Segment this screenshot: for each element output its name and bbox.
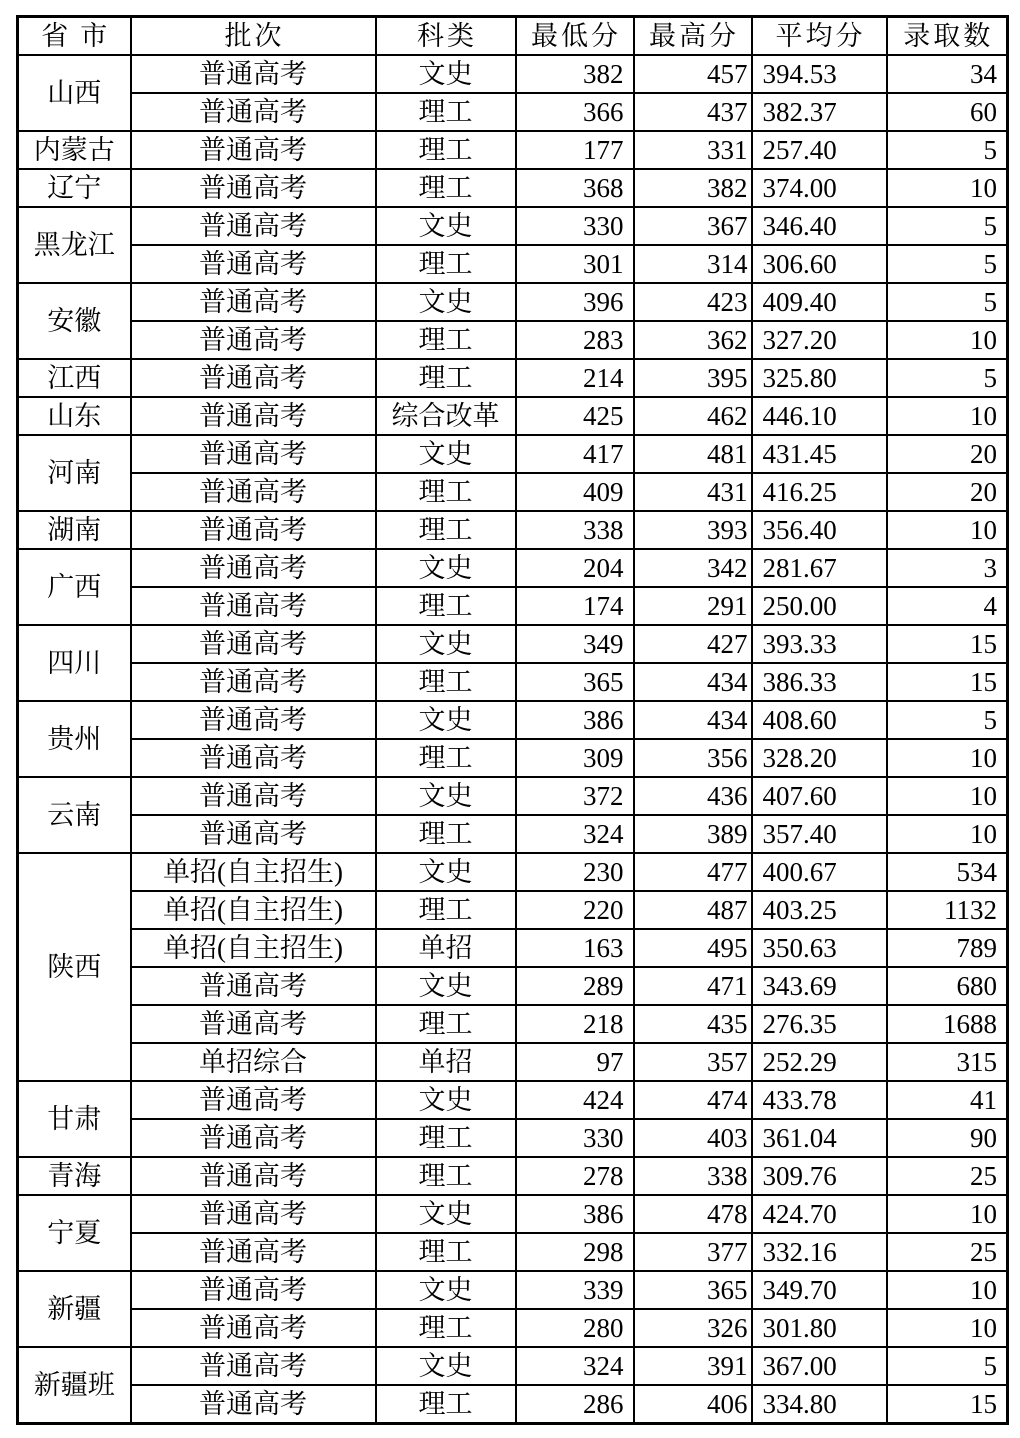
cell-batch: 普通高考 bbox=[131, 1347, 376, 1385]
col-header-max-score: 最高分 bbox=[634, 17, 752, 56]
cell-avg-score: 325.80 bbox=[752, 359, 887, 397]
cell-min-score: 289 bbox=[516, 967, 634, 1005]
cell-max-score: 487 bbox=[634, 891, 752, 929]
cell-max-score: 478 bbox=[634, 1195, 752, 1233]
cell-province: 云南 bbox=[18, 777, 131, 853]
cell-category: 文史 bbox=[376, 777, 516, 815]
cell-admit-count: 41 bbox=[887, 1081, 1008, 1119]
cell-batch: 普通高考 bbox=[131, 245, 376, 283]
table-row bbox=[18, 1043, 1008, 1081]
cell-avg-score: 446.10 bbox=[752, 397, 887, 435]
cell-category: 文史 bbox=[376, 549, 516, 587]
cell-max-score: 342 bbox=[634, 549, 752, 587]
cell-category: 理工 bbox=[376, 1005, 516, 1043]
cell-avg-score: 408.60 bbox=[752, 701, 887, 739]
cell-max-score: 403 bbox=[634, 1119, 752, 1157]
cell-min-score: 409 bbox=[516, 473, 634, 511]
cell-max-score: 331 bbox=[634, 131, 752, 169]
col-header-admit-count: 录取数 bbox=[887, 17, 1008, 56]
cell-category: 理工 bbox=[376, 891, 516, 929]
cell-province: 山东 bbox=[18, 397, 131, 435]
cell-province: 河南 bbox=[18, 435, 131, 511]
cell-batch: 普通高考 bbox=[131, 549, 376, 587]
cell-category: 理工 bbox=[376, 93, 516, 131]
cell-min-score: 324 bbox=[516, 1347, 634, 1385]
cell-category: 理工 bbox=[376, 739, 516, 777]
cell-max-score: 391 bbox=[634, 1347, 752, 1385]
cell-category: 理工 bbox=[376, 511, 516, 549]
table-row bbox=[18, 1271, 1008, 1309]
cell-avg-score: 357.40 bbox=[752, 815, 887, 853]
cell-min-score: 338 bbox=[516, 511, 634, 549]
cell-province: 新疆班 bbox=[18, 1347, 131, 1424]
cell-batch: 普通高考 bbox=[131, 739, 376, 777]
cell-admit-count: 20 bbox=[887, 435, 1008, 473]
cell-avg-score: 356.40 bbox=[752, 511, 887, 549]
cell-batch: 普通高考 bbox=[131, 1081, 376, 1119]
cell-avg-score: 433.78 bbox=[752, 1081, 887, 1119]
cell-admit-count: 15 bbox=[887, 625, 1008, 663]
table-row bbox=[18, 283, 1008, 321]
col-header-province: 省市 bbox=[18, 17, 131, 56]
cell-min-score: 163 bbox=[516, 929, 634, 967]
cell-batch: 普通高考 bbox=[131, 663, 376, 701]
cell-admit-count: 10 bbox=[887, 321, 1008, 359]
cell-category: 文史 bbox=[376, 1271, 516, 1309]
cell-max-score: 495 bbox=[634, 929, 752, 967]
cell-batch: 普通高考 bbox=[131, 1271, 376, 1309]
cell-avg-score: 403.25 bbox=[752, 891, 887, 929]
cell-avg-score: 281.67 bbox=[752, 549, 887, 587]
table-row bbox=[18, 549, 1008, 587]
cell-max-score: 474 bbox=[634, 1081, 752, 1119]
cell-province: 山西 bbox=[18, 55, 131, 131]
cell-min-score: 309 bbox=[516, 739, 634, 777]
cell-province: 四川 bbox=[18, 625, 131, 701]
cell-max-score: 434 bbox=[634, 701, 752, 739]
cell-max-score: 437 bbox=[634, 93, 752, 131]
table-row bbox=[18, 891, 1008, 929]
cell-avg-score: 332.16 bbox=[752, 1233, 887, 1271]
cell-max-score: 481 bbox=[634, 435, 752, 473]
cell-avg-score: 424.70 bbox=[752, 1195, 887, 1233]
cell-avg-score: 393.33 bbox=[752, 625, 887, 663]
cell-batch: 普通高考 bbox=[131, 1119, 376, 1157]
table-row bbox=[18, 815, 1008, 853]
cell-category: 文史 bbox=[376, 625, 516, 663]
cell-category: 理工 bbox=[376, 1233, 516, 1271]
cell-admit-count: 5 bbox=[887, 131, 1008, 169]
cell-category: 文史 bbox=[376, 1081, 516, 1119]
cell-province: 宁夏 bbox=[18, 1195, 131, 1271]
cell-category: 文史 bbox=[376, 1347, 516, 1385]
cell-batch: 普通高考 bbox=[131, 131, 376, 169]
cell-category: 理工 bbox=[376, 1385, 516, 1424]
cell-admit-count: 10 bbox=[887, 511, 1008, 549]
cell-category: 理工 bbox=[376, 169, 516, 207]
cell-max-score: 326 bbox=[634, 1309, 752, 1347]
cell-max-score: 406 bbox=[634, 1385, 752, 1424]
table-row bbox=[18, 1347, 1008, 1385]
col-header-batch: 批次 bbox=[131, 17, 376, 56]
cell-category: 理工 bbox=[376, 473, 516, 511]
cell-batch: 普通高考 bbox=[131, 169, 376, 207]
cell-avg-score: 252.29 bbox=[752, 1043, 887, 1081]
cell-batch: 普通高考 bbox=[131, 1309, 376, 1347]
table-row bbox=[18, 929, 1008, 967]
cell-admit-count: 10 bbox=[887, 739, 1008, 777]
table-row bbox=[18, 1233, 1008, 1271]
cell-min-score: 366 bbox=[516, 93, 634, 131]
cell-batch: 普通高考 bbox=[131, 967, 376, 1005]
cell-category: 理工 bbox=[376, 321, 516, 359]
cell-admit-count: 1132 bbox=[887, 891, 1008, 929]
cell-avg-score: 416.25 bbox=[752, 473, 887, 511]
cell-category: 综合改革 bbox=[376, 397, 516, 435]
cell-max-score: 367 bbox=[634, 207, 752, 245]
col-header-min-score: 最低分 bbox=[516, 17, 634, 56]
cell-avg-score: 306.60 bbox=[752, 245, 887, 283]
cell-batch: 普通高考 bbox=[131, 321, 376, 359]
cell-min-score: 177 bbox=[516, 131, 634, 169]
cell-avg-score: 328.20 bbox=[752, 739, 887, 777]
cell-admit-count: 10 bbox=[887, 815, 1008, 853]
table-row bbox=[18, 1081, 1008, 1119]
cell-min-score: 368 bbox=[516, 169, 634, 207]
cell-min-score: 283 bbox=[516, 321, 634, 359]
cell-category: 理工 bbox=[376, 359, 516, 397]
cell-province: 内蒙古 bbox=[18, 131, 131, 169]
cell-min-score: 349 bbox=[516, 625, 634, 663]
table-row bbox=[18, 739, 1008, 777]
cell-admit-count: 10 bbox=[887, 777, 1008, 815]
cell-province: 黑龙江 bbox=[18, 207, 131, 283]
table-header-row bbox=[18, 17, 1008, 56]
cell-avg-score: 327.20 bbox=[752, 321, 887, 359]
cell-category: 文史 bbox=[376, 207, 516, 245]
cell-max-score: 436 bbox=[634, 777, 752, 815]
cell-batch: 普通高考 bbox=[131, 397, 376, 435]
cell-avg-score: 257.40 bbox=[752, 131, 887, 169]
cell-max-score: 393 bbox=[634, 511, 752, 549]
cell-max-score: 427 bbox=[634, 625, 752, 663]
cell-min-score: 339 bbox=[516, 1271, 634, 1309]
table-row bbox=[18, 207, 1008, 245]
cell-batch: 普通高考 bbox=[131, 55, 376, 93]
cell-max-score: 377 bbox=[634, 1233, 752, 1271]
cell-admit-count: 680 bbox=[887, 967, 1008, 1005]
cell-avg-score: 400.67 bbox=[752, 853, 887, 891]
cell-min-score: 324 bbox=[516, 815, 634, 853]
cell-batch: 普通高考 bbox=[131, 777, 376, 815]
cell-max-score: 477 bbox=[634, 853, 752, 891]
cell-max-score: 382 bbox=[634, 169, 752, 207]
cell-min-score: 301 bbox=[516, 245, 634, 283]
cell-min-score: 204 bbox=[516, 549, 634, 587]
cell-province: 新疆 bbox=[18, 1271, 131, 1347]
cell-avg-score: 361.04 bbox=[752, 1119, 887, 1157]
cell-min-score: 396 bbox=[516, 283, 634, 321]
cell-province: 辽宁 bbox=[18, 169, 131, 207]
cell-category: 文史 bbox=[376, 1195, 516, 1233]
cell-min-score: 386 bbox=[516, 1195, 634, 1233]
cell-category: 文史 bbox=[376, 55, 516, 93]
cell-admit-count: 5 bbox=[887, 283, 1008, 321]
cell-province: 青海 bbox=[18, 1157, 131, 1195]
cell-avg-score: 367.00 bbox=[752, 1347, 887, 1385]
cell-max-score: 462 bbox=[634, 397, 752, 435]
table-row bbox=[18, 1157, 1008, 1195]
cell-batch: 单招(自主招生) bbox=[131, 891, 376, 929]
table-row bbox=[18, 777, 1008, 815]
cell-admit-count: 34 bbox=[887, 55, 1008, 93]
cell-avg-score: 350.63 bbox=[752, 929, 887, 967]
cell-min-score: 97 bbox=[516, 1043, 634, 1081]
cell-min-score: 286 bbox=[516, 1385, 634, 1424]
cell-min-score: 330 bbox=[516, 207, 634, 245]
table-row bbox=[18, 473, 1008, 511]
table-row bbox=[18, 1309, 1008, 1347]
table-row bbox=[18, 245, 1008, 283]
cell-max-score: 423 bbox=[634, 283, 752, 321]
cell-min-score: 425 bbox=[516, 397, 634, 435]
cell-batch: 普通高考 bbox=[131, 207, 376, 245]
table-row bbox=[18, 663, 1008, 701]
table-row bbox=[18, 93, 1008, 131]
table-row bbox=[18, 435, 1008, 473]
cell-admit-count: 1688 bbox=[887, 1005, 1008, 1043]
cell-province: 湖南 bbox=[18, 511, 131, 549]
cell-province: 江西 bbox=[18, 359, 131, 397]
cell-category: 理工 bbox=[376, 245, 516, 283]
cell-category: 文史 bbox=[376, 283, 516, 321]
cell-min-score: 278 bbox=[516, 1157, 634, 1195]
cell-max-score: 357 bbox=[634, 1043, 752, 1081]
cell-category: 理工 bbox=[376, 663, 516, 701]
cell-avg-score: 386.33 bbox=[752, 663, 887, 701]
table-row bbox=[18, 511, 1008, 549]
cell-batch: 普通高考 bbox=[131, 435, 376, 473]
cell-batch: 普通高考 bbox=[131, 625, 376, 663]
cell-max-score: 457 bbox=[634, 55, 752, 93]
cell-admit-count: 15 bbox=[887, 1385, 1008, 1424]
cell-batch: 普通高考 bbox=[131, 815, 376, 853]
cell-batch: 普通高考 bbox=[131, 1005, 376, 1043]
cell-avg-score: 343.69 bbox=[752, 967, 887, 1005]
table-row bbox=[18, 967, 1008, 1005]
cell-max-score: 431 bbox=[634, 473, 752, 511]
cell-admit-count: 5 bbox=[887, 701, 1008, 739]
table-row bbox=[18, 1195, 1008, 1233]
cell-batch: 普通高考 bbox=[131, 283, 376, 321]
cell-max-score: 471 bbox=[634, 967, 752, 1005]
cell-max-score: 389 bbox=[634, 815, 752, 853]
cell-batch: 单招(自主招生) bbox=[131, 929, 376, 967]
cell-min-score: 417 bbox=[516, 435, 634, 473]
cell-admit-count: 90 bbox=[887, 1119, 1008, 1157]
cell-avg-score: 374.00 bbox=[752, 169, 887, 207]
table-row bbox=[18, 321, 1008, 359]
table-row bbox=[18, 625, 1008, 663]
admission-score-table bbox=[16, 15, 1009, 1425]
table-row bbox=[18, 359, 1008, 397]
col-header-avg-score: 平均分 bbox=[752, 17, 887, 56]
cell-max-score: 362 bbox=[634, 321, 752, 359]
cell-admit-count: 25 bbox=[887, 1233, 1008, 1271]
cell-province: 贵州 bbox=[18, 701, 131, 777]
cell-min-score: 230 bbox=[516, 853, 634, 891]
table-row bbox=[18, 587, 1008, 625]
cell-avg-score: 382.37 bbox=[752, 93, 887, 131]
cell-batch: 普通高考 bbox=[131, 1157, 376, 1195]
cell-admit-count: 3 bbox=[887, 549, 1008, 587]
cell-max-score: 395 bbox=[634, 359, 752, 397]
cell-category: 理工 bbox=[376, 1157, 516, 1195]
cell-min-score: 365 bbox=[516, 663, 634, 701]
cell-batch: 单招(自主招生) bbox=[131, 853, 376, 891]
table-row bbox=[18, 169, 1008, 207]
table-row bbox=[18, 1119, 1008, 1157]
cell-min-score: 382 bbox=[516, 55, 634, 93]
cell-batch: 普通高考 bbox=[131, 511, 376, 549]
cell-admit-count: 10 bbox=[887, 397, 1008, 435]
cell-admit-count: 4 bbox=[887, 587, 1008, 625]
cell-avg-score: 407.60 bbox=[752, 777, 887, 815]
cell-batch: 普通高考 bbox=[131, 587, 376, 625]
cell-max-score: 435 bbox=[634, 1005, 752, 1043]
cell-min-score: 280 bbox=[516, 1309, 634, 1347]
cell-province: 安徽 bbox=[18, 283, 131, 359]
cell-batch: 单招综合 bbox=[131, 1043, 376, 1081]
cell-min-score: 220 bbox=[516, 891, 634, 929]
cell-category: 单招 bbox=[376, 1043, 516, 1081]
cell-min-score: 372 bbox=[516, 777, 634, 815]
cell-admit-count: 60 bbox=[887, 93, 1008, 131]
cell-batch: 普通高考 bbox=[131, 473, 376, 511]
table-row bbox=[18, 397, 1008, 435]
cell-admit-count: 25 bbox=[887, 1157, 1008, 1195]
cell-avg-score: 409.40 bbox=[752, 283, 887, 321]
table-row bbox=[18, 1005, 1008, 1043]
cell-min-score: 424 bbox=[516, 1081, 634, 1119]
cell-admit-count: 10 bbox=[887, 169, 1008, 207]
cell-max-score: 338 bbox=[634, 1157, 752, 1195]
cell-province: 陕西 bbox=[18, 853, 131, 1081]
cell-admit-count: 315 bbox=[887, 1043, 1008, 1081]
cell-admit-count: 20 bbox=[887, 473, 1008, 511]
cell-avg-score: 349.70 bbox=[752, 1271, 887, 1309]
table-row bbox=[18, 55, 1008, 93]
cell-batch: 普通高考 bbox=[131, 1385, 376, 1424]
cell-category: 理工 bbox=[376, 1309, 516, 1347]
table-row bbox=[18, 131, 1008, 169]
cell-min-score: 330 bbox=[516, 1119, 634, 1157]
cell-min-score: 386 bbox=[516, 701, 634, 739]
cell-min-score: 218 bbox=[516, 1005, 634, 1043]
cell-avg-score: 431.45 bbox=[752, 435, 887, 473]
table-row bbox=[18, 1385, 1008, 1424]
cell-avg-score: 301.80 bbox=[752, 1309, 887, 1347]
cell-category: 理工 bbox=[376, 587, 516, 625]
cell-admit-count: 10 bbox=[887, 1195, 1008, 1233]
cell-category: 文史 bbox=[376, 701, 516, 739]
cell-province: 甘肃 bbox=[18, 1081, 131, 1157]
cell-avg-score: 394.53 bbox=[752, 55, 887, 93]
cell-category: 文史 bbox=[376, 967, 516, 1005]
cell-category: 单招 bbox=[376, 929, 516, 967]
cell-admit-count: 5 bbox=[887, 245, 1008, 283]
cell-batch: 普通高考 bbox=[131, 1233, 376, 1271]
cell-admit-count: 15 bbox=[887, 663, 1008, 701]
cell-admit-count: 5 bbox=[887, 1347, 1008, 1385]
cell-batch: 普通高考 bbox=[131, 359, 376, 397]
cell-min-score: 174 bbox=[516, 587, 634, 625]
cell-batch: 普通高考 bbox=[131, 1195, 376, 1233]
cell-province: 广西 bbox=[18, 549, 131, 625]
cell-category: 理工 bbox=[376, 815, 516, 853]
cell-avg-score: 334.80 bbox=[752, 1385, 887, 1424]
cell-avg-score: 250.00 bbox=[752, 587, 887, 625]
cell-batch: 普通高考 bbox=[131, 93, 376, 131]
cell-avg-score: 309.76 bbox=[752, 1157, 887, 1195]
cell-admit-count: 10 bbox=[887, 1271, 1008, 1309]
cell-category: 文史 bbox=[376, 853, 516, 891]
cell-avg-score: 276.35 bbox=[752, 1005, 887, 1043]
cell-admit-count: 789 bbox=[887, 929, 1008, 967]
cell-category: 理工 bbox=[376, 1119, 516, 1157]
cell-avg-score: 346.40 bbox=[752, 207, 887, 245]
cell-max-score: 365 bbox=[634, 1271, 752, 1309]
cell-max-score: 291 bbox=[634, 587, 752, 625]
cell-category: 理工 bbox=[376, 131, 516, 169]
table-row bbox=[18, 701, 1008, 739]
cell-batch: 普通高考 bbox=[131, 701, 376, 739]
cell-max-score: 434 bbox=[634, 663, 752, 701]
col-header-category: 科类 bbox=[376, 17, 516, 56]
cell-max-score: 356 bbox=[634, 739, 752, 777]
cell-category: 文史 bbox=[376, 435, 516, 473]
table-row bbox=[18, 853, 1008, 891]
cell-min-score: 214 bbox=[516, 359, 634, 397]
cell-admit-count: 10 bbox=[887, 1309, 1008, 1347]
cell-admit-count: 5 bbox=[887, 359, 1008, 397]
cell-max-score: 314 bbox=[634, 245, 752, 283]
cell-admit-count: 5 bbox=[887, 207, 1008, 245]
cell-admit-count: 534 bbox=[887, 853, 1008, 891]
cell-min-score: 298 bbox=[516, 1233, 634, 1271]
